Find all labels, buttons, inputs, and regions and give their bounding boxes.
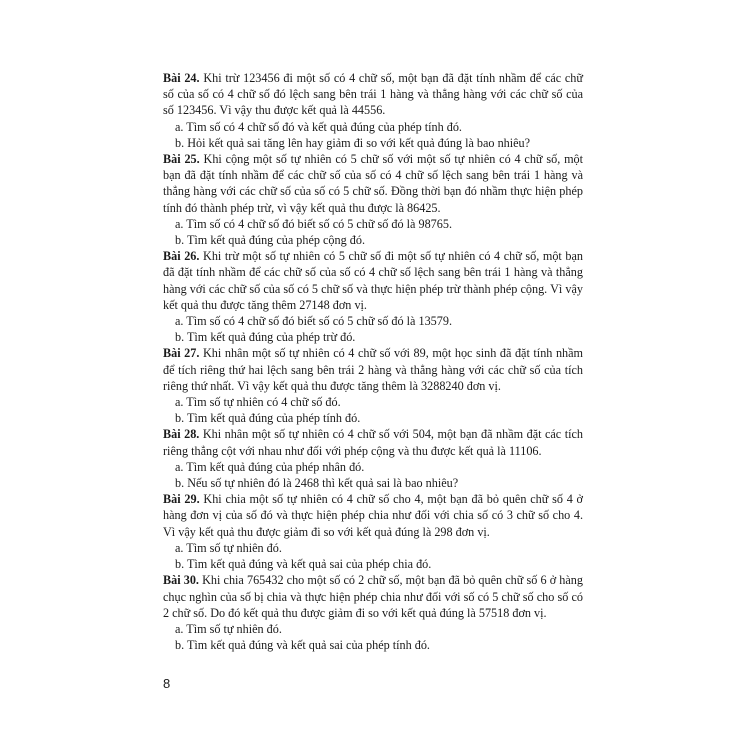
problem-25 [163, 151, 583, 248]
problem-28 [163, 426, 583, 491]
problem-27 [163, 345, 583, 426]
problem-statement [163, 345, 583, 394]
problem-part-b: b. Tìm kết quả đúng của phép trừ đó. [175, 330, 356, 345]
problem-statement [163, 151, 583, 216]
problem-part-a: a. Tìm số tự nhiên đó. [175, 540, 282, 555]
problem-part-a: a. Tìm số có 4 chữ số đó biết số có 5 chữ số đó là 98765. [175, 216, 453, 231]
problem-part-a: a. Tìm số tự nhiên đó. [175, 621, 282, 636]
page-number: 8 [163, 676, 171, 691]
problem-text: Khi chia một số tự nhiên có 4 chữ số cho 4, một bạn đã bỏ quên chữ số 4 ở hàng đơn vị của số đó và thực hiện phép chia như đối với chia số có 3 chữ số cho 4. Vì vậy kết quả thu được giảm đi so với kết quả đúng là 298 đơn vị. [163, 492, 584, 539]
problem-text: Khi trừ một số tự nhiên có 5 chữ số đi một số tự nhiên có 4 chữ số, một bạn đã đặt tính nhầm để các chữ số của số có 4 chữ số lệch sang bên trái 1 hàng và thẳng hàng với các chữ số của số có 5 chữ số và thực hiện phép trừ thành phép cộng. Vì vậy kết quả thu được tăng thêm 27148 đơn vị. [163, 249, 584, 312]
problem-number: Bài 28. [163, 427, 200, 442]
problem-part-b: b. Tìm kết quả đúng và kết quả sai của phép chia đó. [175, 557, 432, 572]
problem-26 [163, 248, 583, 345]
problem-part-a: a. Tìm số có 4 chữ số đó biết số có 5 chữ số đó là 13579. [175, 314, 453, 329]
problem-number: Bài 27. [163, 346, 200, 361]
problem-24 [163, 70, 583, 151]
problem-part-b: b. Tìm kết quả đúng của phép cộng đó. [175, 233, 365, 248]
problem-number: Bài 24. [163, 71, 200, 85]
problem-part-b: b. Hỏi kết quả sai tăng lên hay giảm đi so với kết quả đúng là bao nhiêu? [175, 135, 531, 150]
problem-text: Khi trừ 123456 đi một số có 4 chữ số, một bạn đã đặt tính nhầm để các chữ số của số có 4 chữ số đó lệch sang bên trái 1 hàng và thẳng hàng với các chữ số của số 123456. Vì vậy thu được kết quả là 44556. [163, 71, 584, 118]
problem-statement [163, 572, 583, 621]
problem-part-a: a. Tìm kết quả đúng của phép nhân đó. [175, 459, 365, 474]
problem-text: Khi chia 765432 cho một số có 2 chữ số, một bạn đã bỏ quên chữ số 6 ở hàng chục nghìn của số bị chia và thực hiện phép chia như đối với số có 5 chữ số cho số có 2 chữ số. Do đó kết quả thu được giảm đi so với kết quả đúng là 57518 đơn vị. [163, 573, 583, 620]
problem-part-b: b. Tìm kết quả đúng và kết quả sai của phép tính đó. [175, 638, 430, 653]
problem-number: Bài 26. [163, 249, 200, 264]
problem-list [163, 70, 583, 653]
problem-statement [163, 70, 583, 119]
problem-part-a: a. Tìm số tự nhiên có 4 chữ số đó. [175, 395, 341, 410]
problem-30 [163, 572, 583, 653]
problem-statement [163, 248, 583, 313]
problem-number: Bài 30. [163, 573, 199, 588]
problem-29 [163, 491, 583, 572]
problem-number: Bài 29. [163, 492, 200, 507]
problem-statement [163, 426, 583, 458]
problem-text: Khi nhân một số tự nhiên có 4 chữ số với 89, một học sinh đã đặt tính nhầm để tích riêng thứ hai lệch sang bên trái 2 hàng và thẳng hàng với các chữ số của tích riêng thứ nhất. Vì vậy kết quả thu được tăng thêm là 3288240 đơn vị. [163, 346, 584, 393]
problem-part-a: a. Tìm số có 4 chữ số đó và kết quả đúng của phép tính đó. [175, 119, 462, 134]
problem-part-b: b. Tìm kết quả đúng của phép tính đó. [175, 411, 361, 426]
problem-statement [163, 491, 583, 540]
problem-part-b: b. Nếu số tự nhiên đó là 2468 thì kết quả sai là bao nhiêu? [175, 476, 459, 491]
problem-text: Khi nhân một số tự nhiên có 4 chữ số với 504, một bạn đã nhầm đặt các tích riêng thẳng cột với nhau như đối với phép cộng và thu được kết quả là 11106. [163, 427, 583, 458]
problem-number: Bài 25. [163, 152, 200, 167]
problem-text: Khi cộng một số tự nhiên có 5 chữ số với một số tự nhiên có 4 chữ số, một bạn đã đặt tính nhầm để các chữ số của số có 4 chữ số lệch sang bên trái 1 hàng và thẳng hàng với các chữ số của số có 5 chữ số. Đồng thời bạn đó nhầm thực hiện phép tính đó thành phép trừ, vì vậy kết quả thu được là 86425. [163, 152, 584, 215]
